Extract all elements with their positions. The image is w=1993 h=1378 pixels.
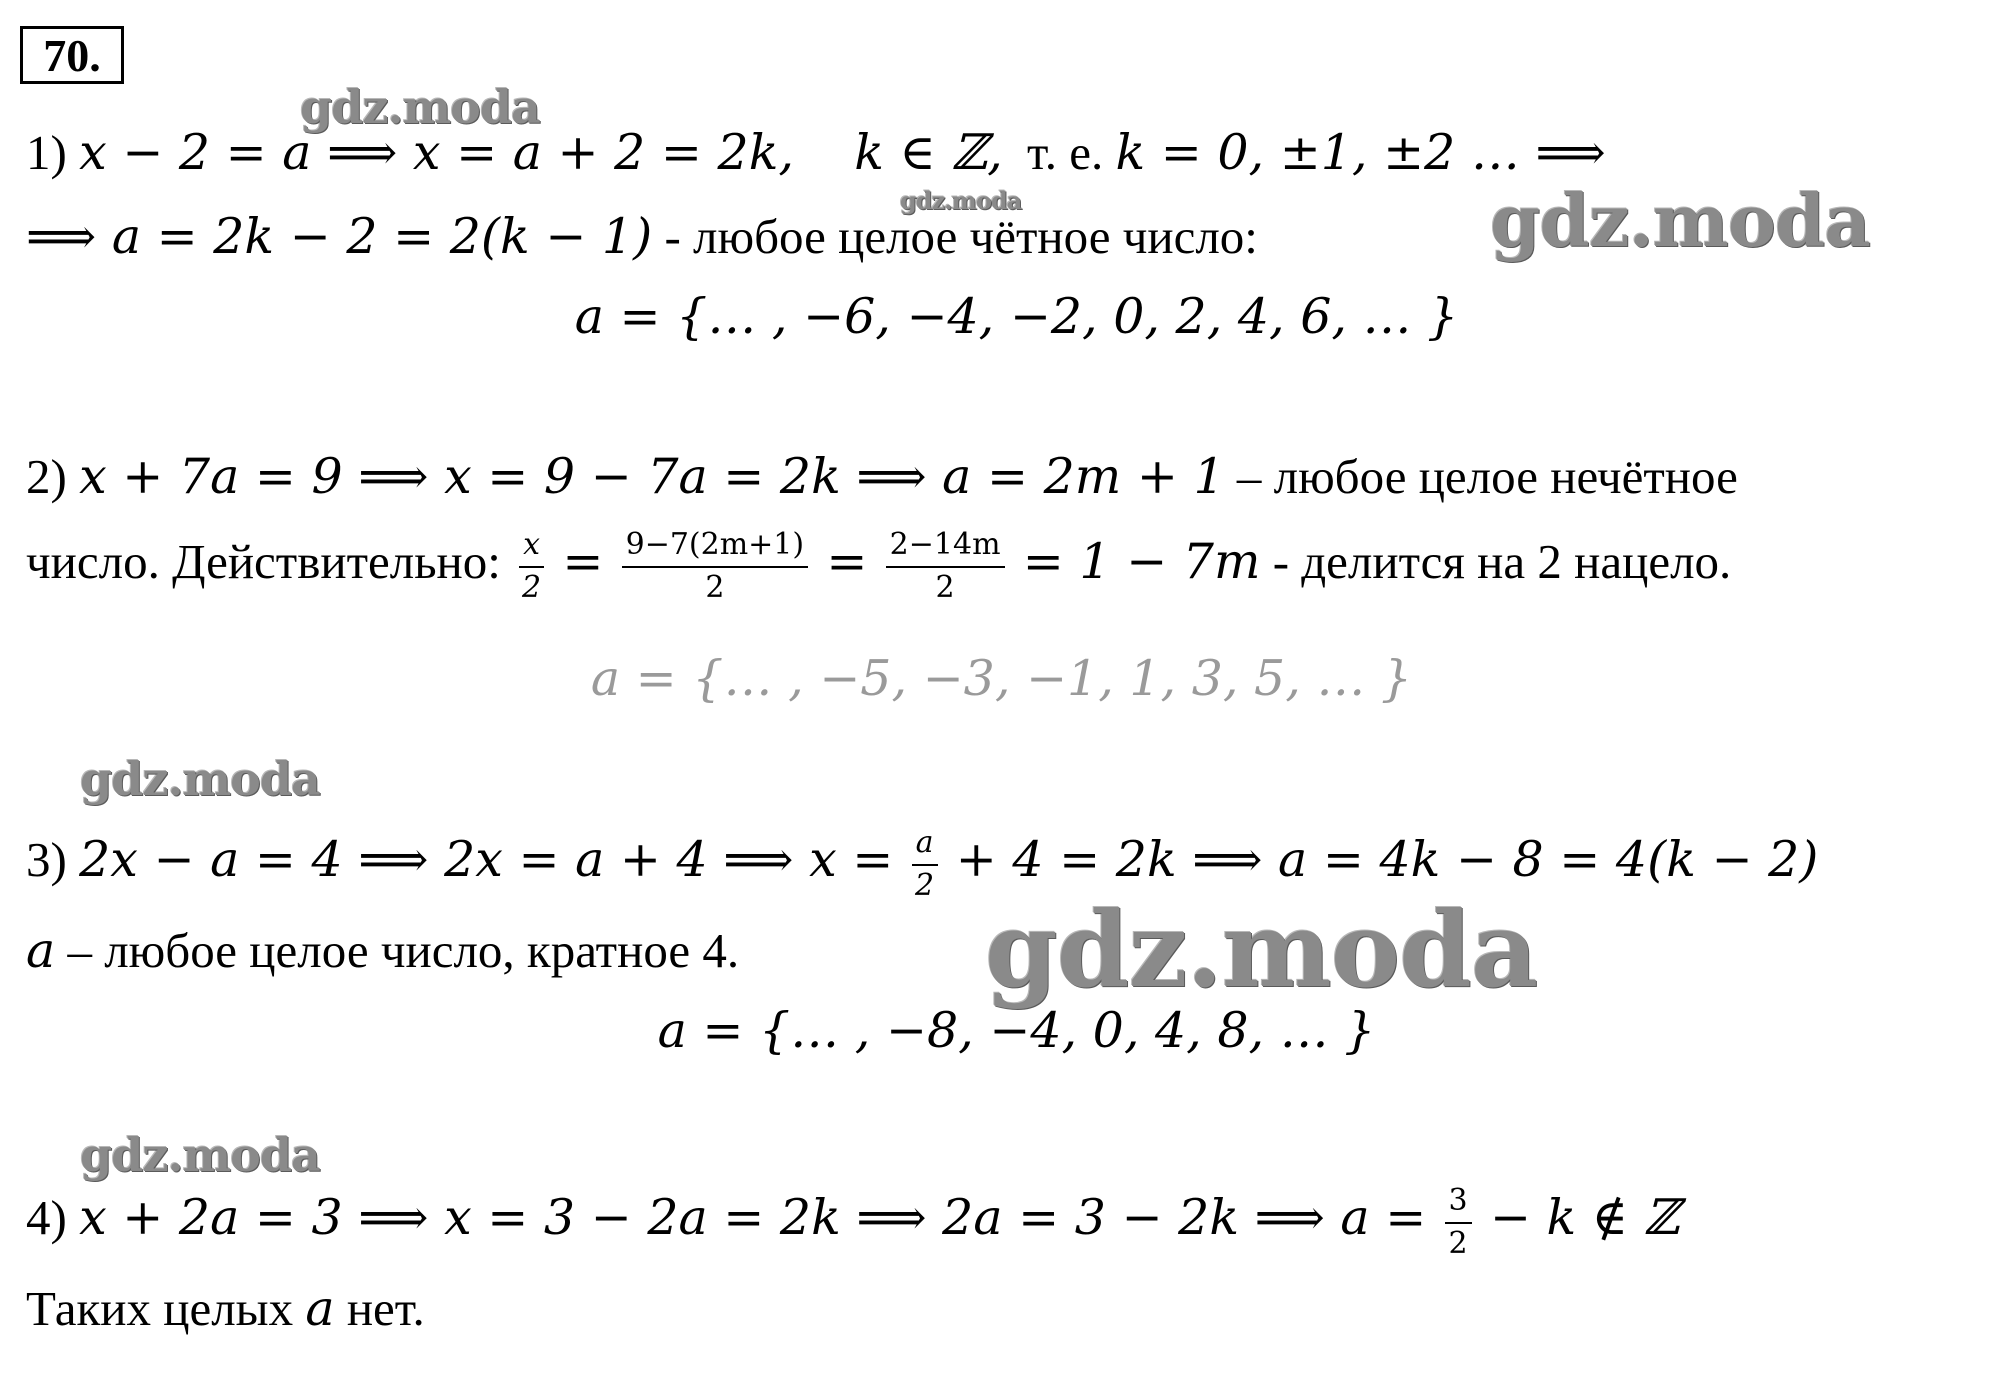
part1-k-values: k = 0, ±1, ±2 … ⟹: [1115, 124, 1606, 181]
part3-variable: a: [26, 922, 56, 979]
part2-label: 2): [26, 449, 67, 504]
part2-divisibility-note: - делится на 2 нацело.: [1272, 533, 1732, 589]
watermark: gdz.moda: [80, 1128, 320, 1182]
part1-set-membership: k ∈ ℤ,: [854, 124, 1003, 181]
part2-verification-text: число. Действительно:: [26, 533, 501, 589]
part1-a-expression: ⟹ a = 2k − 2 = 2(k − 1): [26, 208, 653, 265]
part1-solution-set: a = {… , −6, −4, −2, 0, 2, 4, 6, … }: [574, 288, 1459, 345]
watermark: gdz.moda: [300, 80, 540, 134]
fraction-numerator: 9−7(2m+1): [622, 528, 808, 568]
fraction-numerator: x: [519, 528, 544, 568]
part2-equation: x + 7a = 9 ⟹ x = 9 − 7a = 2k ⟹ a = 2m + 1: [79, 448, 1225, 505]
watermark: gdz.moda: [1490, 178, 1870, 263]
part4-line2: [26, 1280, 425, 1337]
equals-sign: =: [826, 532, 868, 590]
part2-description: – любое целое нечётное: [1236, 449, 1738, 504]
part3-equation-end: + 4 = 2k ⟹ a = 4k − 8 = 4(k − 2): [955, 830, 1819, 888]
part1-description: - любое целое чётное число:: [664, 209, 1258, 264]
part3-solution-set: a = {… , −8, −4, 0, 4, 8, … }: [657, 1002, 1376, 1059]
fraction-denominator: 2: [522, 569, 542, 605]
part1-equation: x − 2 = a ⟹ x = a + 2 = 2k,: [79, 124, 795, 181]
fraction-numerator: 2−14m: [886, 528, 1005, 568]
part2-result: = 1 − 7m: [1022, 532, 1261, 590]
part4-variable: a: [305, 1280, 335, 1337]
fraction-numerator: a: [912, 826, 938, 866]
watermark: gdz.moda: [900, 186, 1022, 215]
part2-line2: [26, 528, 1731, 605]
problem-number: 70.: [20, 26, 124, 84]
fraction-simplified: [886, 528, 1005, 605]
part4-equation-start: x + 2a = 3 ⟹ x = 3 − 2a = 2k ⟹ 2a = 3 − 2k ⟹ a =: [79, 1188, 1427, 1246]
part2-line1: [26, 448, 1738, 505]
part4-equation-end: − k ∉ ℤ: [1489, 1188, 1680, 1246]
fraction-denominator: 2: [915, 867, 935, 903]
fraction-denominator: 2: [935, 569, 955, 605]
fraction-numerator: 3: [1445, 1184, 1472, 1224]
part1-label: 1): [26, 125, 67, 180]
part3-equation-start: 2x − a = 4 ⟹ 2x = a + 4 ⟹ x =: [79, 830, 894, 888]
fraction-substituted: [622, 528, 808, 605]
part4-conclusion-start: Таких целых: [26, 1281, 294, 1336]
fraction-3-over-2: [1445, 1184, 1472, 1261]
fraction-x-over-2: [519, 528, 544, 605]
equals-sign: =: [562, 532, 604, 590]
part1-line2: [26, 208, 1258, 265]
part3-label: 3): [26, 831, 67, 887]
watermark: gdz.moda: [985, 888, 1538, 1011]
part4-label: 4): [26, 1189, 67, 1245]
fraction-denominator: 2: [1448, 1225, 1468, 1261]
part4-line1: [26, 1184, 1679, 1261]
part2-solution-set: a = {… , −5, −3, −1, 1, 3, 5, … }: [590, 650, 1413, 707]
watermark: gdz.moda: [80, 752, 320, 806]
part3-line2: [26, 922, 740, 979]
fraction-a-over-2: [912, 826, 938, 903]
part1-line1: [26, 124, 1606, 181]
part3-description: – любое целое число, кратное 4.: [67, 923, 740, 978]
part3-line1: [26, 826, 1818, 903]
part1-te: т. е.: [1026, 125, 1104, 180]
part4-conclusion-end: нет.: [346, 1281, 425, 1336]
fraction-denominator: 2: [705, 569, 725, 605]
